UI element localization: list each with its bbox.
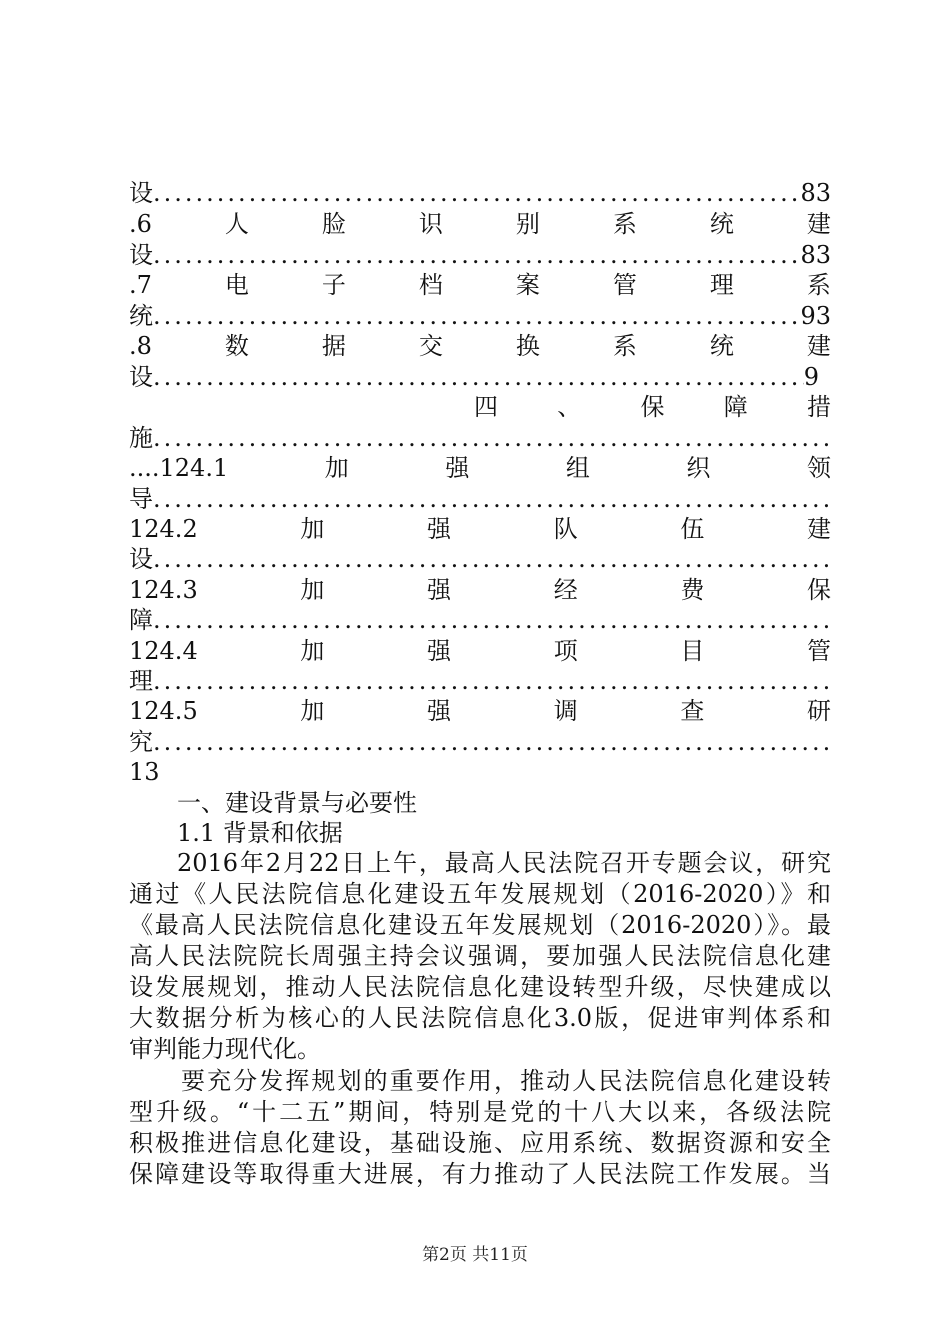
toc-entry-char: 织 <box>686 454 711 482</box>
toc-entry-char: 研 <box>807 697 831 725</box>
paragraph-line: 积极推进信息化建设，基础设施、应用系统、数据资源和安全 <box>129 1129 831 1157</box>
toc-dot-leader <box>153 301 800 332</box>
toc-entry-number: 124.3 <box>129 576 198 604</box>
toc-entry-char: 费 <box>680 576 705 604</box>
toc-entry-char: 建 <box>807 515 831 543</box>
paragraph-background <box>129 848 831 1065</box>
toc-entry-char: 统 <box>709 210 734 238</box>
toc-entry-char: 管 <box>807 637 831 665</box>
toc-line-head: 施 <box>129 424 153 452</box>
toc-entry-char: 经 <box>553 576 578 604</box>
toc-page-number: 83 <box>800 241 831 269</box>
toc-entry-char: 人 <box>224 210 249 238</box>
toc-entry-char: 加 <box>300 576 325 604</box>
toc-entry-char: 加 <box>300 697 325 725</box>
toc-dot-leader <box>153 178 800 209</box>
toc-entry <box>474 392 831 423</box>
toc-entry-char: 调 <box>553 697 578 725</box>
toc-line-head: 究 <box>129 728 153 756</box>
page-footer: 第2页 共11页 <box>422 1245 528 1265</box>
toc-entry-char: 数 <box>224 332 249 360</box>
paragraph-line: 设发展规划，推动人民法院信息化建设转型升级，尽快建成以 <box>129 973 831 1001</box>
toc-entry-char: 脸 <box>321 210 346 238</box>
toc-entry-number: ....124.1 <box>129 454 229 482</box>
paragraph-line: 通过《人民法院信息化建设五年发展规划（2016-2020）》和 <box>129 880 831 908</box>
toc-entry-char: 建 <box>806 332 831 360</box>
toc-entry-char: 领 <box>806 454 831 482</box>
toc-entry-char: 识 <box>418 210 443 238</box>
toc-entry-number: 124.2 <box>129 515 198 543</box>
toc-entry-char: 强 <box>427 697 452 725</box>
toc-entry-char: 子 <box>321 271 346 299</box>
toc-entry-char: 案 <box>515 271 540 299</box>
toc-dot-leader <box>153 423 831 454</box>
toc-line <box>129 240 831 271</box>
toc-entry-char: 强 <box>427 637 452 665</box>
paragraph-line: 要充分发挥规划的重要作用，推动人民法院信息化建设转 <box>181 1067 831 1095</box>
toc-line <box>129 301 831 332</box>
toc-entry-char: 别 <box>515 210 540 238</box>
toc-entry-char: 系 <box>806 271 831 299</box>
toc-entry <box>129 331 831 362</box>
toc-entry-char: 障 <box>723 393 748 421</box>
toc-entry-char: 四 <box>474 393 498 421</box>
toc-entry-char: 系 <box>612 210 637 238</box>
toc-page-number: 13 <box>129 758 160 786</box>
toc-entry-number: .8 <box>129 332 152 360</box>
toc-entry <box>129 696 831 727</box>
toc-entry-number: 124.5 <box>129 697 198 725</box>
paragraph-significance <box>129 1066 831 1190</box>
toc-entry-number: 124.4 <box>129 637 198 665</box>
toc-entry <box>129 209 831 240</box>
toc-entry-char: 查 <box>680 697 705 725</box>
toc-entry-char: 强 <box>427 515 452 543</box>
toc-line-head: 设 <box>129 241 153 269</box>
paragraph-line: 审判能力现代化。 <box>129 1035 321 1063</box>
toc-entry-char: 保 <box>640 393 665 421</box>
toc-entry-char: 档 <box>418 271 443 299</box>
paragraph-line: 保障建设等取得重大进展，有力推动了人民法院工作发展。当 <box>129 1160 831 1188</box>
toc-entry-char: 建 <box>806 210 831 238</box>
paragraph-line: 《最高人民法院信息化建设五年发展规划（2016-2020）》。最 <box>129 911 831 939</box>
toc-entry-char: 伍 <box>680 515 705 543</box>
toc-entry <box>129 270 831 301</box>
toc-dot-leader <box>153 544 831 575</box>
toc-entry-char: 加 <box>300 637 325 665</box>
toc-line <box>129 666 831 697</box>
toc-line-head: 导 <box>129 485 153 513</box>
toc-page-number: 83 <box>800 179 831 207</box>
toc-line <box>129 727 831 758</box>
toc-line <box>129 544 831 575</box>
toc-entry-char: 组 <box>565 454 590 482</box>
toc-line <box>129 484 831 515</box>
toc-page-number: 93 <box>800 302 831 330</box>
toc-entry <box>129 453 831 484</box>
toc-entry-char: 强 <box>445 454 470 482</box>
toc-entry-char: 强 <box>427 576 452 604</box>
toc-entry-char: 队 <box>553 515 578 543</box>
section-heading: 一、建设背景与必要性 <box>177 789 417 817</box>
toc-entry-char: 措 <box>807 393 831 421</box>
toc-entry-number: .6 <box>129 210 152 238</box>
toc-entry-char: 加 <box>324 454 349 482</box>
toc-entry-char: 交 <box>418 332 443 360</box>
toc-line <box>129 423 831 454</box>
toc-dot-leader <box>153 727 831 758</box>
toc-dot-leader <box>153 605 831 636</box>
toc-dot-leader <box>153 240 800 271</box>
paragraph-line: 高人民法院院长周强主持会议强调，要加强人民法院信息化建 <box>129 942 831 970</box>
paragraph-line: 大数据分析为核心的人民法院信息化3.0版，促进审判体系和 <box>129 1004 831 1032</box>
toc-entry-char: 统 <box>709 332 734 360</box>
toc-page-number: 9 <box>803 363 819 391</box>
toc-line <box>129 605 831 636</box>
toc-line-head: 理 <box>129 667 153 695</box>
toc-entry-char: 项 <box>553 637 578 665</box>
toc-dot-leader <box>153 484 831 515</box>
toc-dot-leader <box>153 362 804 393</box>
toc-entry-char: 管 <box>612 271 637 299</box>
paragraph-line: 2016年2月22日上午，最高人民法院召开专题会议，研究 <box>177 849 831 877</box>
toc-line-head: 设 <box>129 363 153 391</box>
toc-line-head: 障 <box>129 606 153 634</box>
toc-entry-char: 据 <box>321 332 346 360</box>
toc-line-head: 设 <box>129 179 153 207</box>
toc-entry-char: 保 <box>807 576 831 604</box>
toc-entry-number: .7 <box>129 271 152 299</box>
toc-line <box>129 362 819 393</box>
toc-entry-char: 、 <box>557 393 582 421</box>
toc-dot-leader <box>153 666 831 697</box>
toc-entry-char: 电 <box>224 271 249 299</box>
toc-entry <box>129 575 831 606</box>
subsection-heading: 1.1 背景和依据 <box>177 819 343 847</box>
toc-line-head: 统 <box>129 302 153 330</box>
toc-entry-char: 目 <box>680 637 705 665</box>
toc-entry-char: 理 <box>709 271 734 299</box>
toc-entry-char: 系 <box>612 332 637 360</box>
toc-entry-char: 加 <box>300 515 325 543</box>
toc-line-head: 设 <box>129 545 153 573</box>
toc-line <box>129 178 831 209</box>
toc-entry <box>129 636 831 667</box>
toc-entry <box>129 514 831 545</box>
toc-entry-char: 换 <box>515 332 540 360</box>
paragraph-line: 型升级。“十二五”期间，特别是党的十八大以来，各级法院 <box>129 1098 831 1126</box>
